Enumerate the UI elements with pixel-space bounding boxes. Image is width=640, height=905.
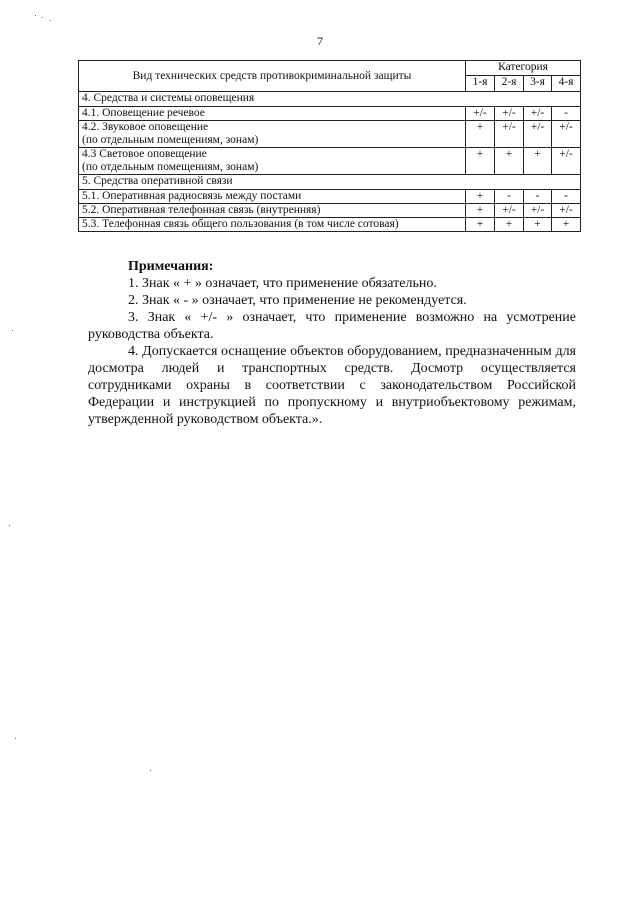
- scan-speck: [35, 15, 36, 16]
- cell-value: +/-: [466, 107, 495, 121]
- row-label: 5.2. Оперативная телефонная связь (внутренняя): [79, 204, 466, 218]
- cell-value: +/-: [552, 121, 581, 148]
- scan-speck: [12, 330, 13, 331]
- note-item: 2. Знак « - » означает, что применение не рекомендуется.: [128, 293, 467, 308]
- cell-value: +: [552, 218, 581, 232]
- note-item: 1. Знак « + » означает, что применение обязательно.: [128, 276, 437, 291]
- row-label: 5.1. Оперативная радиосвязь между постами: [79, 190, 466, 204]
- row-label-line2: (по отдельным помещениям, зонам): [82, 134, 259, 146]
- note-item: 3. Знак « +/- » означает, что применение возможно на усмотрение руководства объекта.: [88, 310, 576, 342]
- section-label: 4. Средства и системы оповещения: [79, 92, 581, 107]
- cell-value: +/-: [495, 204, 524, 218]
- row-label: 4.1. Оповещение речевое: [79, 107, 466, 121]
- cell-value: +: [466, 121, 495, 148]
- technical-means-table: [78, 60, 581, 232]
- scan-speck: [150, 770, 151, 771]
- table-row: [79, 204, 581, 218]
- cell-value: +: [466, 148, 495, 175]
- row-label-line2: (по отдельным помещениям, зонам): [82, 161, 259, 173]
- scan-speck: [50, 20, 51, 21]
- cell-value: +: [466, 190, 495, 204]
- cell-value: +/-: [552, 148, 581, 175]
- section-label: 5. Средства оперативной связи: [79, 175, 581, 190]
- cell-value: +: [466, 204, 495, 218]
- table-section-row: [79, 92, 581, 107]
- row-label-line1: 4.2. Звуковое оповещение: [82, 121, 209, 133]
- row-label: [79, 121, 466, 148]
- page-number: 7: [317, 34, 323, 48]
- table-section-row: [79, 175, 581, 190]
- cell-value: +/-: [524, 204, 552, 218]
- row-label: [79, 148, 466, 175]
- table-row: [79, 218, 581, 232]
- table-row: [79, 148, 581, 175]
- cell-value: +/-: [495, 107, 524, 121]
- table-row: [79, 190, 581, 204]
- cell-value: +: [466, 218, 495, 232]
- category-3-header: 3-я: [524, 76, 552, 92]
- table-row: [79, 121, 581, 148]
- scan-speck: [9, 525, 10, 526]
- notes-block: [88, 258, 576, 428]
- category-2-header: 2-я: [495, 76, 524, 92]
- cell-value: -: [495, 190, 524, 204]
- category-4-header: 4-я: [552, 76, 581, 92]
- cell-value: +: [524, 218, 552, 232]
- cell-value: +: [495, 218, 524, 232]
- cell-value: -: [524, 190, 552, 204]
- cell-value: -: [552, 107, 581, 121]
- cell-value: +/-: [524, 121, 552, 148]
- note-item: 4. Допускается оснащение объектов оборудованием, предназначенным для досмотра людей и транспортных средств. Досмотр осуществляется сотрудниками охраны в соответствии с законодательством Российской Федерации и инструкцией по пропускному и внутриобъектовому режимам, утвержденной руководством объекта.».: [88, 344, 576, 427]
- cell-value: +/-: [552, 204, 581, 218]
- cell-value: +/-: [524, 107, 552, 121]
- row-label: 5.3. Телефонная связь общего пользования (в том числе сотовая): [79, 218, 466, 232]
- scan-speck: [42, 17, 43, 18]
- column-header-type: Вид технических средств противокриминальной защиты: [79, 61, 466, 92]
- scan-speck: [15, 738, 16, 739]
- row-label-line1: 4.3 Световое оповещение: [82, 148, 207, 160]
- cell-value: -: [552, 190, 581, 204]
- cell-value: +: [524, 148, 552, 175]
- column-header-category: Категория: [466, 61, 581, 76]
- table-row: [79, 107, 581, 121]
- category-1-header: 1-я: [466, 76, 495, 92]
- notes-title: Примечания:: [128, 259, 214, 274]
- cell-value: +/-: [495, 121, 524, 148]
- cell-value: +: [495, 148, 524, 175]
